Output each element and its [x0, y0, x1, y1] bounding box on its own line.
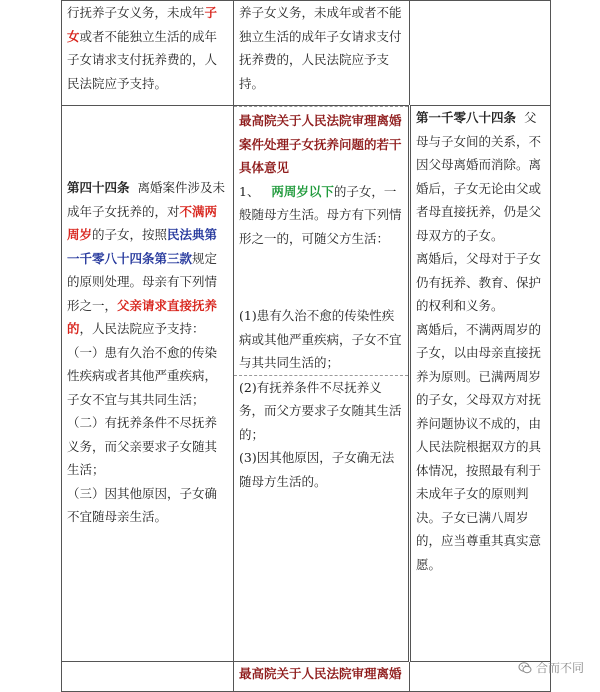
- highlight-text: 不满两周岁: [67, 203, 218, 242]
- highlight-text: 两周岁以下: [271, 183, 334, 199]
- text: 的子女，一般随母方生活。母方有下列情形之一的，可随父方生活：: [239, 183, 402, 246]
- section-heading: 最高院关于人民法院审理离婚案件处理子女抚养问题的若干具体意见: [239, 113, 402, 175]
- row-top-col1: [62, 1, 234, 106]
- highlight-text: 民法典第一千零八十四条第三款: [67, 227, 218, 266]
- text: 或者不能独立生活的成年子女请求支付抚养费的，人民法院应予支持。: [67, 28, 218, 91]
- watermark: [518, 659, 584, 676]
- highlight-text: 父亲请求直接抚养的: [67, 297, 218, 336]
- list-item: （一）患有久治不愈的传染性疾病或者其他严重疾病，子女不宜与其共同生活；: [67, 344, 218, 407]
- article-label: 第一千零八十四条: [416, 110, 517, 125]
- article-44-intro: [67, 176, 228, 341]
- row-main-col1: [62, 106, 234, 662]
- row-main-col2: [234, 106, 410, 662]
- text: 规定的原则处理。母亲有下列情形之一，: [67, 250, 218, 313]
- paragraph: 离婚后，父母对于子女仍有抚养、教育、保护的权利和义务。: [416, 251, 542, 313]
- text: 离婚案件涉及未成年子女抚养的，对: [67, 180, 225, 219]
- list-item: （三）因其他原因，子女确不宜随母亲生活。: [67, 485, 218, 524]
- highlight-text: 子女: [67, 5, 218, 44]
- row-top-col2: [234, 1, 410, 106]
- list-item: （二）有抚养条件不尽抚养义务，而父亲要求子女随其生活；: [67, 415, 218, 477]
- article-1084: [416, 106, 545, 247]
- row-bottom-col2: [234, 662, 410, 692]
- table-row: [62, 1, 551, 106]
- comparison-table: [61, 0, 551, 692]
- list-item: (2)有抚养条件不尽抚养义务，而父方要求子女随其生活的；: [239, 379, 402, 442]
- text: 的子女，按照: [92, 227, 168, 242]
- table-row: [62, 106, 551, 662]
- text: 行抚养子女义务，未成年: [67, 5, 205, 20]
- row-top-col3: [410, 1, 551, 106]
- text: 父母与子女间的关系，不因父母离婚而消除。离婚后，子女无论由父或者母直接抚养，仍是父母双方的子女。: [416, 110, 542, 243]
- text: ，人民法院应予支持：: [79, 321, 205, 336]
- table-row: [62, 662, 551, 692]
- text: 1、: [239, 183, 260, 199]
- row-main-col3: [410, 106, 551, 662]
- section-heading: 最高院关于人民法院审理离婚: [239, 666, 402, 681]
- row-bottom-col1: [62, 662, 234, 692]
- list-item: [239, 180, 403, 251]
- text: 养子女义务，未成年或者不能独立生活的成年子女请求支付抚养费的，人民法院应予支持。: [239, 5, 402, 91]
- paragraph: 离婚后，不满两周岁的子女，以由母亲直接抚养为原则。已满两周岁的子女，父母双方对抚养问题协议不成的，由人民法院根据双方的具体情况，按照最有利于未成年子女的原则判决。子女已满八周岁的，应当尊重其真实意愿。: [416, 321, 542, 572]
- divider: [234, 106, 408, 107]
- wechat-icon: [518, 661, 532, 675]
- watermark-text: 合而不同: [535, 661, 584, 675]
- list-item: (3)因其他原因，子女确无法随母方生活的。: [239, 450, 395, 489]
- article-label: 第四十四条: [67, 180, 130, 195]
- list-item: (1)患有久治不愈的传染性疾病或其他严重疾病，子女不宜与其共同生活的；: [239, 308, 402, 370]
